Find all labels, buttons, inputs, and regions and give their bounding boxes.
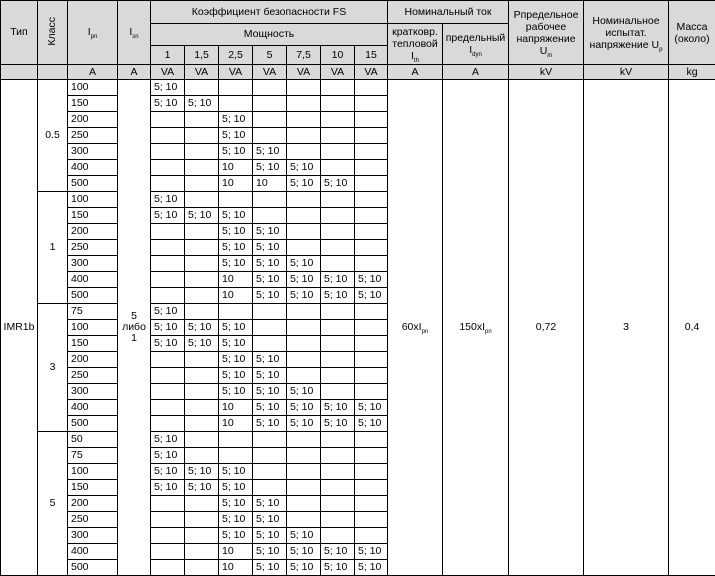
fs-cell [321, 192, 355, 208]
fs-cell: 5; 10 [185, 96, 219, 112]
fs-cell: 5; 10 [219, 528, 253, 544]
fs-cell: 5; 10 [253, 224, 287, 240]
fs-cell: 5; 10 [185, 320, 219, 336]
fs-cell: 5; 10 [219, 128, 253, 144]
fs-cell [185, 512, 219, 528]
ipn-cell: 200 [68, 352, 118, 368]
fs-cell: 5; 10 [321, 272, 355, 288]
fs-cell: 5; 10 [355, 416, 388, 432]
fs-cell: 5; 10 [253, 352, 287, 368]
fs-cell [185, 144, 219, 160]
fs-cell: 5; 10 [287, 544, 321, 560]
fs-cell: 5; 10 [219, 144, 253, 160]
header-ith: кратковр. тепловой $I_{th}$ [388, 24, 443, 65]
unit-cell: VA [355, 65, 388, 80]
fs-cell [219, 448, 253, 464]
ipn-cell: 200 [68, 224, 118, 240]
fs-cell: 5; 10 [287, 528, 321, 544]
fs-cell [185, 544, 219, 560]
header-power-value: 1 [151, 46, 185, 65]
fs-cell: 5; 10 [253, 416, 287, 432]
fs-cell: 5; 10 [321, 288, 355, 304]
fs-cell [185, 256, 219, 272]
fs-cell [253, 304, 287, 320]
fs-cell [355, 352, 388, 368]
fs-cell [355, 80, 388, 96]
fs-cell [355, 528, 388, 544]
fs-cell [185, 240, 219, 256]
fs-cell [185, 160, 219, 176]
fs-cell: 5; 10 [151, 448, 185, 464]
unit-cell: VA [151, 65, 185, 80]
ipn-cell: 300 [68, 256, 118, 272]
ipn-cell: 100 [68, 192, 118, 208]
fs-cell [219, 96, 253, 112]
fs-cell [253, 80, 287, 96]
ipn-cell: 75 [68, 448, 118, 464]
fs-cell [355, 192, 388, 208]
fs-cell: 5; 10 [321, 416, 355, 432]
fs-cell: 5; 10 [287, 272, 321, 288]
ipn-cell: 400 [68, 160, 118, 176]
header-mass: Масса (около) [669, 1, 715, 65]
fs-cell [321, 304, 355, 320]
ipn-cell: 150 [68, 336, 118, 352]
fs-cell [151, 272, 185, 288]
fs-cell [355, 336, 388, 352]
fs-cell [321, 336, 355, 352]
fs-cell [185, 384, 219, 400]
unit-cell: A [388, 65, 443, 80]
fs-cell [151, 256, 185, 272]
fs-cell [151, 112, 185, 128]
fs-cell [185, 288, 219, 304]
fs-cell [355, 240, 388, 256]
fs-cell [355, 224, 388, 240]
fs-cell: 5; 10 [287, 416, 321, 432]
unit-cell: VA [287, 65, 321, 80]
fs-cell [151, 352, 185, 368]
fs-cell [355, 112, 388, 128]
header-power-value: 5 [253, 46, 287, 65]
fs-cell [253, 112, 287, 128]
fs-cell: 5; 10 [355, 288, 388, 304]
fs-cell [287, 224, 321, 240]
fs-cell: 10 [219, 288, 253, 304]
fs-cell: 5; 10 [219, 208, 253, 224]
fs-cell [151, 400, 185, 416]
fs-cell [185, 224, 219, 240]
fs-cell: 5; 10 [219, 480, 253, 496]
idyn-cell: $150xI_{pn}$ [443, 80, 509, 576]
header-power-value: 10 [321, 46, 355, 65]
fs-cell: 10 [219, 176, 253, 192]
fs-cell [151, 176, 185, 192]
unit-cell: A [118, 65, 151, 80]
fs-cell [185, 448, 219, 464]
fs-cell: 5; 10 [151, 304, 185, 320]
ipn-cell: 400 [68, 400, 118, 416]
ipn-cell: 250 [68, 128, 118, 144]
fs-cell: 5; 10 [321, 400, 355, 416]
fs-cell: 5; 10 [185, 480, 219, 496]
fs-cell [321, 480, 355, 496]
fs-cell [151, 512, 185, 528]
fs-cell: 5; 10 [219, 256, 253, 272]
fs-cell: 5; 10 [253, 368, 287, 384]
fs-cell [287, 368, 321, 384]
fs-cell [287, 96, 321, 112]
fs-cell [321, 448, 355, 464]
fs-cell [253, 480, 287, 496]
fs-cell [321, 80, 355, 96]
fs-cell [355, 432, 388, 448]
fs-cell [185, 400, 219, 416]
fs-cell [355, 464, 388, 480]
header-um: Рпредельное рабочее напряжение $U_m$ [509, 1, 584, 65]
fs-cell [151, 128, 185, 144]
fs-cell: 5; 10 [321, 176, 355, 192]
fs-cell [185, 416, 219, 432]
unit-cell: kV [509, 65, 584, 80]
ipn-cell: 100 [68, 464, 118, 480]
fs-cell [321, 112, 355, 128]
ipn-cell: 200 [68, 112, 118, 128]
fs-cell [287, 480, 321, 496]
fs-cell [355, 512, 388, 528]
ipn-cell: 250 [68, 368, 118, 384]
fs-cell [185, 112, 219, 128]
fs-cell [321, 320, 355, 336]
fs-cell: 5; 10 [355, 272, 388, 288]
fs-cell: 10 [219, 544, 253, 560]
fs-cell: 5; 10 [321, 560, 355, 576]
header-nominal-current: Номинальный ток [388, 1, 509, 24]
unit-cell: VA [253, 65, 287, 80]
fs-cell: 5; 10 [355, 560, 388, 576]
fs-cell [151, 160, 185, 176]
header-idyn: предельный $I_{dyn}$ [443, 24, 509, 65]
fs-cell: 5; 10 [219, 336, 253, 352]
header-power-value: 1,5 [185, 46, 219, 65]
fs-cell: 5; 10 [287, 560, 321, 576]
fs-cell: 5; 10 [355, 400, 388, 416]
ipn-cell: 100 [68, 320, 118, 336]
fs-cell [185, 80, 219, 96]
fs-cell: 5; 10 [253, 288, 287, 304]
fs-cell [321, 368, 355, 384]
fs-cell: 5; 10 [253, 496, 287, 512]
header-up: Номинальное испытат. напряжение $U_p$ [584, 1, 669, 65]
header-class: Класс [38, 1, 68, 65]
fs-cell: 5; 10 [253, 384, 287, 400]
ipn-cell: 150 [68, 480, 118, 496]
fs-cell [253, 464, 287, 480]
fs-cell [321, 128, 355, 144]
fs-cell [151, 496, 185, 512]
header-type: Тип [1, 1, 38, 65]
fs-cell [355, 384, 388, 400]
fs-cell: 5; 10 [287, 288, 321, 304]
fs-cell: 10 [219, 400, 253, 416]
fs-cell [253, 192, 287, 208]
fs-cell [253, 448, 287, 464]
fs-cell [151, 144, 185, 160]
ipn-cell: 400 [68, 544, 118, 560]
fs-cell [355, 208, 388, 224]
fs-cell [253, 96, 287, 112]
fs-cell [219, 432, 253, 448]
fs-cell [287, 144, 321, 160]
fs-cell [321, 352, 355, 368]
fs-cell: 5; 10 [219, 224, 253, 240]
fs-cell [151, 368, 185, 384]
fs-cell [287, 336, 321, 352]
fs-cell [355, 448, 388, 464]
fs-cell [151, 224, 185, 240]
fs-cell: 5; 10 [151, 336, 185, 352]
fs-cell [287, 208, 321, 224]
fs-cell [185, 496, 219, 512]
fs-cell [185, 368, 219, 384]
fs-cell [287, 128, 321, 144]
fs-cell [355, 496, 388, 512]
fs-cell [321, 224, 355, 240]
ith-cell: $60xI_{pn}$ [388, 80, 443, 576]
fs-cell [321, 384, 355, 400]
fs-cell [185, 528, 219, 544]
fs-cell [185, 560, 219, 576]
fs-cell: 5; 10 [253, 512, 287, 528]
fs-cell: 5; 10 [219, 464, 253, 480]
fs-cell [287, 496, 321, 512]
fs-cell: 5; 10 [253, 256, 287, 272]
fs-cell [185, 176, 219, 192]
unit-cell: VA [321, 65, 355, 80]
fs-cell: 5; 10 [355, 544, 388, 560]
fs-cell: 5; 10 [253, 240, 287, 256]
header-power-value: 2,5 [219, 46, 253, 65]
fs-cell: 5; 10 [151, 208, 185, 224]
fs-cell [219, 80, 253, 96]
fs-cell: 5; 10 [253, 400, 287, 416]
ipn-cell: 500 [68, 288, 118, 304]
fs-cell [185, 352, 219, 368]
fs-cell: 5; 10 [219, 320, 253, 336]
fs-cell: 5; 10 [287, 400, 321, 416]
fs-cell [355, 368, 388, 384]
fs-cell: 5; 10 [151, 320, 185, 336]
class-cell: 0.5 [38, 80, 68, 192]
fs-cell [151, 240, 185, 256]
ipn-cell: 500 [68, 560, 118, 576]
fs-cell: 5; 10 [151, 480, 185, 496]
unit-cell: kV [584, 65, 669, 80]
header-fs: Коэффициент безопасности FS [151, 1, 388, 24]
fs-cell [287, 192, 321, 208]
table-body [1, 80, 715, 576]
fs-cell: 5; 10 [253, 144, 287, 160]
ipn-cell: 300 [68, 384, 118, 400]
fs-cell: 5; 10 [151, 432, 185, 448]
um-cell: 0,72 [509, 80, 584, 576]
ipn-cell: 250 [68, 240, 118, 256]
fs-cell: 5; 10 [253, 528, 287, 544]
header-ipn: $I_{pn}$ [68, 1, 118, 65]
mass-cell: 0,4 [669, 80, 715, 576]
fs-cell [253, 208, 287, 224]
ipn-cell: 50 [68, 432, 118, 448]
header-power-value: 7,5 [287, 46, 321, 65]
ipn-cell: 300 [68, 144, 118, 160]
fs-cell: 5; 10 [219, 512, 253, 528]
ipn-cell: 150 [68, 96, 118, 112]
fs-cell [287, 352, 321, 368]
fs-cell [321, 160, 355, 176]
fs-cell [185, 304, 219, 320]
fs-cell [253, 320, 287, 336]
ipn-cell: 250 [68, 512, 118, 528]
fs-cell: 5; 10 [151, 80, 185, 96]
header-power: Мощность [151, 24, 388, 46]
fs-cell: 5; 10 [151, 464, 185, 480]
fs-cell: 5; 10 [219, 368, 253, 384]
fs-cell [321, 512, 355, 528]
fs-cell: 5; 10 [185, 464, 219, 480]
fs-cell [287, 464, 321, 480]
fs-cell: 5; 10 [219, 240, 253, 256]
fs-cell [287, 304, 321, 320]
fs-cell: 5; 10 [219, 496, 253, 512]
isn-cell: 5 либо 1 [118, 80, 151, 576]
fs-cell [253, 128, 287, 144]
fs-cell: 10 [219, 160, 253, 176]
ipn-cell: 150 [68, 208, 118, 224]
fs-cell [151, 560, 185, 576]
fs-cell [321, 256, 355, 272]
fs-cell [151, 544, 185, 560]
fs-cell [321, 432, 355, 448]
unit-cell: A [68, 65, 118, 80]
fs-cell [287, 448, 321, 464]
fs-cell [355, 128, 388, 144]
fs-cell [321, 96, 355, 112]
header-isn: $I_{sn}$ [118, 1, 151, 65]
fs-cell [355, 320, 388, 336]
fs-cell [355, 160, 388, 176]
fs-cell [355, 176, 388, 192]
fs-cell [185, 192, 219, 208]
fs-cell: 5; 10 [253, 560, 287, 576]
up-cell: 3 [584, 80, 669, 576]
unit-cell: A [443, 65, 509, 80]
fs-cell [185, 272, 219, 288]
fs-cell [321, 528, 355, 544]
fs-cell [355, 144, 388, 160]
fs-cell: 10 [219, 272, 253, 288]
ipn-cell: 500 [68, 176, 118, 192]
class-cell: 5 [38, 432, 68, 576]
unit-cell: kg [669, 65, 715, 80]
fs-cell: 5; 10 [287, 384, 321, 400]
fs-cell [321, 208, 355, 224]
fs-cell [253, 336, 287, 352]
fs-cell [321, 464, 355, 480]
fs-cell [355, 304, 388, 320]
fs-cell: 10 [219, 560, 253, 576]
fs-cell [355, 96, 388, 112]
fs-cell [287, 432, 321, 448]
fs-cell [287, 240, 321, 256]
fs-cell [355, 256, 388, 272]
fs-cell [219, 192, 253, 208]
class-cell: 1 [38, 192, 68, 304]
fs-cell [185, 128, 219, 144]
class-cell: 3 [38, 304, 68, 432]
fs-cell: 5; 10 [219, 352, 253, 368]
unit-cell: VA [219, 65, 253, 80]
fs-cell: 10 [253, 176, 287, 192]
unit-class-empty [38, 65, 68, 80]
ipn-cell: 100 [68, 80, 118, 96]
fs-cell [151, 288, 185, 304]
fs-cell: 5; 10 [287, 256, 321, 272]
fs-cell: 5; 10 [219, 112, 253, 128]
ipn-cell: 300 [68, 528, 118, 544]
unit-type-empty [1, 65, 38, 80]
fs-cell [287, 512, 321, 528]
ipn-cell: 500 [68, 416, 118, 432]
type-cell: IMR1b [1, 80, 38, 576]
fs-cell [151, 416, 185, 432]
fs-cell [321, 240, 355, 256]
table-row [1, 80, 715, 96]
fs-cell [151, 528, 185, 544]
fs-cell [185, 432, 219, 448]
fs-cell [287, 80, 321, 96]
fs-cell: 5; 10 [253, 544, 287, 560]
fs-cell: 5; 10 [151, 96, 185, 112]
unit-cell: VA [185, 65, 219, 80]
ipn-cell: 75 [68, 304, 118, 320]
fs-cell: 5; 10 [287, 176, 321, 192]
fs-cell: 5; 10 [185, 208, 219, 224]
fs-cell [287, 112, 321, 128]
header-power-value: 15 [355, 46, 388, 65]
fs-cell [151, 384, 185, 400]
fs-cell: 5; 10 [185, 336, 219, 352]
fs-cell: 5; 10 [219, 384, 253, 400]
ipn-cell: 400 [68, 272, 118, 288]
ipn-cell: 200 [68, 496, 118, 512]
fs-cell: 5; 10 [253, 160, 287, 176]
fs-cell: 5; 10 [287, 160, 321, 176]
fs-cell [321, 496, 355, 512]
fs-cell: 5; 10 [151, 192, 185, 208]
fs-cell [287, 320, 321, 336]
fs-cell: 5; 10 [253, 272, 287, 288]
fs-cell [321, 144, 355, 160]
fs-cell [253, 432, 287, 448]
fs-cell [355, 480, 388, 496]
fs-cell: 10 [219, 416, 253, 432]
fs-cell [219, 304, 253, 320]
fs-cell: 5; 10 [321, 544, 355, 560]
